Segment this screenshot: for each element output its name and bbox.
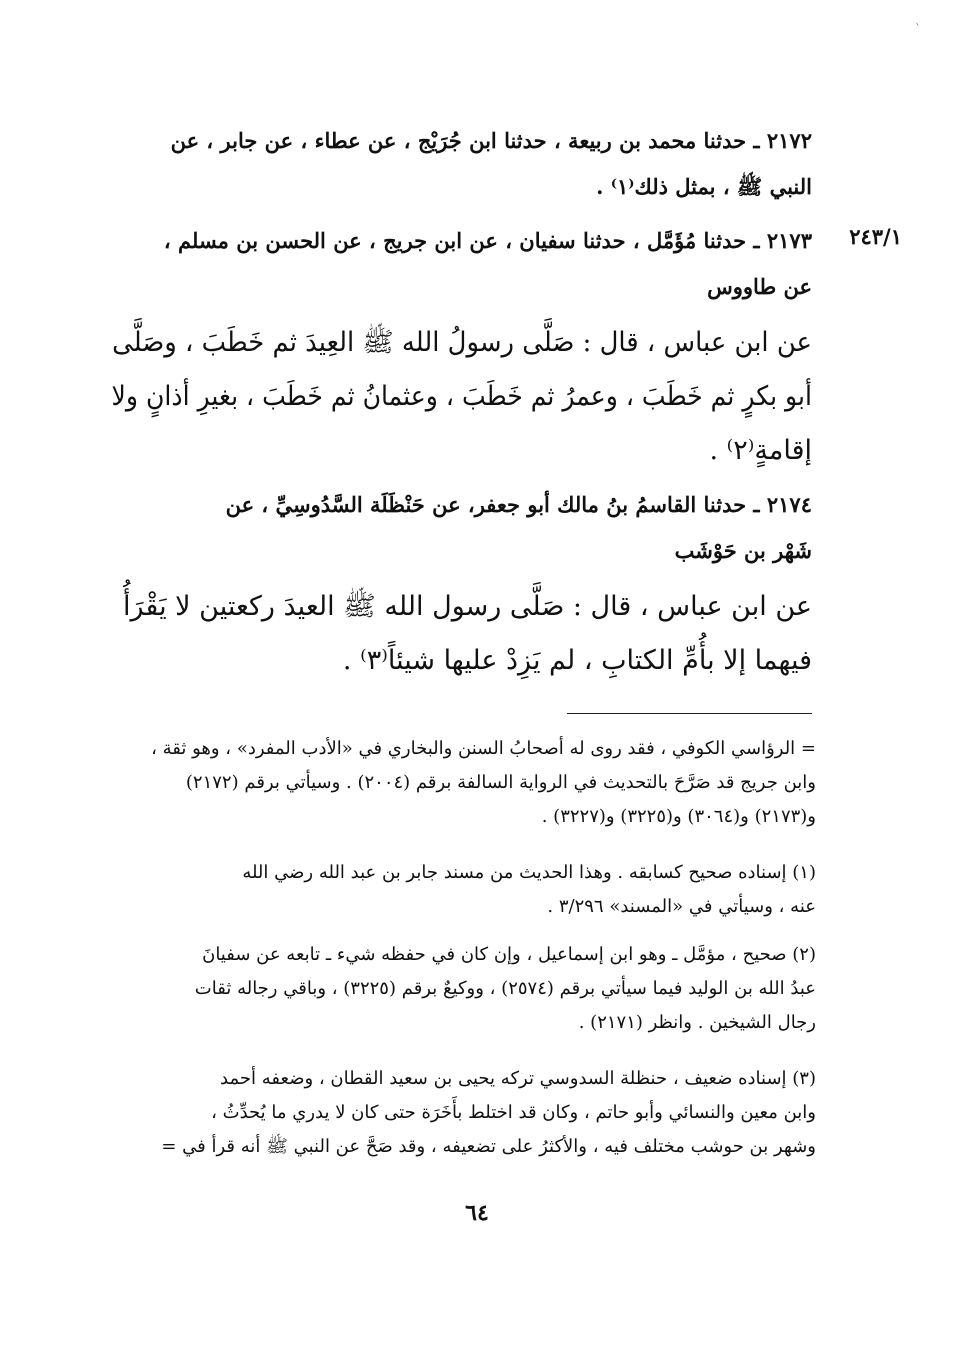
scan-mark: ˋ [915, 22, 921, 36]
footnote-separator [567, 713, 812, 714]
text-line: عن طاووس [707, 274, 812, 299]
footnote-line: رجال الشيخين . وانظر (٢١٧١) . [578, 1012, 816, 1033]
text-line: شَهْر بن حَوْشَب [674, 538, 812, 563]
text-line: ٢١٧٤ ـ حدثنا القاسمُ بنُ مالك أبو جعفر، عن حَنْظَلَة السَّدُوسِيِّ ، عن [225, 492, 812, 517]
footnote-1 [112, 856, 816, 924]
text-line: أبو بكرٍ ثم خَطَبَ ، وعمرُ ثم خَطَبَ ، وعثمانُ ثم خَطَبَ ، بغيرِ أذانٍ ولا [111, 381, 812, 412]
footnote-line: (١) إسناده صحيح كسابقه . وهذا الحديث من مسند جابر بن عبد الله رضي الله [242, 862, 816, 883]
text-line: ٢١٧٢ ـ حدثنا محمد بن ربيعة ، حدثنا ابن جُرَيْج ، عن عطاء ، عن جابر ، عن [170, 128, 812, 153]
footnote-line: عبدُ الله بن الوليد فيما سيأتي برقم (٢٥٧٤) ، ووكيعٌ برقم (٣٢٢٥) ، وباقي رجاله ثقات [194, 978, 816, 999]
footnote-line: وشهر بن حوشب مختلف فيه ، والأكثرُ على تضعيفه ، وقد صَحَّ عن النبي ﷺ أنه قرأ في = [161, 1136, 816, 1157]
text-line: إقامةٍ⁽٢⁾ . [709, 435, 812, 466]
footnote-2 [112, 938, 816, 1040]
margin-volume-page-ref: ٢٤٣/١ [849, 224, 902, 249]
footnote-line: عنه ، وسيأتي في «المسند» ٣/٢٩٦ . [547, 896, 816, 917]
text-line: عن ابن عباس ، قال : صَلَّى رسول الله ﷺ العيدَ ركعتين لا يَقْرَأُ [123, 591, 812, 622]
footnote-continuation [112, 732, 816, 834]
text-line: النبي ﷺ ، بمثل ذلك⁽١⁾ . [596, 174, 812, 199]
hadith-2173-isnad [112, 218, 812, 310]
text-line: فيهما إلا بأُمِّ الكتابِ ، لم يَزِدْ عليها شيئاً⁽٣⁾ . [342, 645, 812, 676]
footnote-3 [112, 1062, 816, 1164]
hadith-2172-isnad [112, 118, 812, 210]
footnote-line: (٣) إسناده ضعيف ، حنظلة السدوسي تركه يحيى بن سعيد القطان ، وضعفه أحمد [220, 1068, 816, 1089]
hadith-2174-isnad [112, 482, 812, 574]
footnote-line: = الرؤاسي الكوفي ، فقد روى له أصحابُ السنن والبخاري في «الأدب المفرد» ، وهو ثقة ، [151, 738, 816, 759]
page-number: ٦٤ [465, 1200, 489, 1226]
footnote-line: (٢) صحيح ، مؤمَّل ـ وهو ابن إسماعيل ، وإن كان في حفظه شيء ـ تابعه عن سفيانَ [202, 944, 816, 965]
hadith-2173-matn [112, 316, 812, 478]
text-line: ٢١٧٣ ـ حدثنا مُؤَمَّل ، حدثنا سفيان ، عن ابن جريج ، عن الحسن بن مسلم ، [163, 228, 812, 253]
hadith-2174-matn [112, 580, 812, 688]
footnote-line: و(٢١٧٣) و(٣٠٦٤) و(٣٢٢٥) و(٣٢٢٧) . [541, 806, 816, 827]
footnote-line: وابن معين والنسائي وأبو حاتم ، وكان قد اختلط بأَخَرَة حتى كان لا يدري ما يُحدِّثُ ، [211, 1102, 816, 1123]
footnote-line: وابن جريج قد صَرَّحَ بالتحديث في الرواية السالفة برقم (٢٠٠٤) . وسيأتي برقم (٢١٧٢) [185, 772, 816, 793]
text-line: عن ابن عباس ، قال : صَلَّى رسولُ الله ﷺ العِيدَ ثم خَطَبَ ، وصَلَّى [112, 327, 813, 358]
